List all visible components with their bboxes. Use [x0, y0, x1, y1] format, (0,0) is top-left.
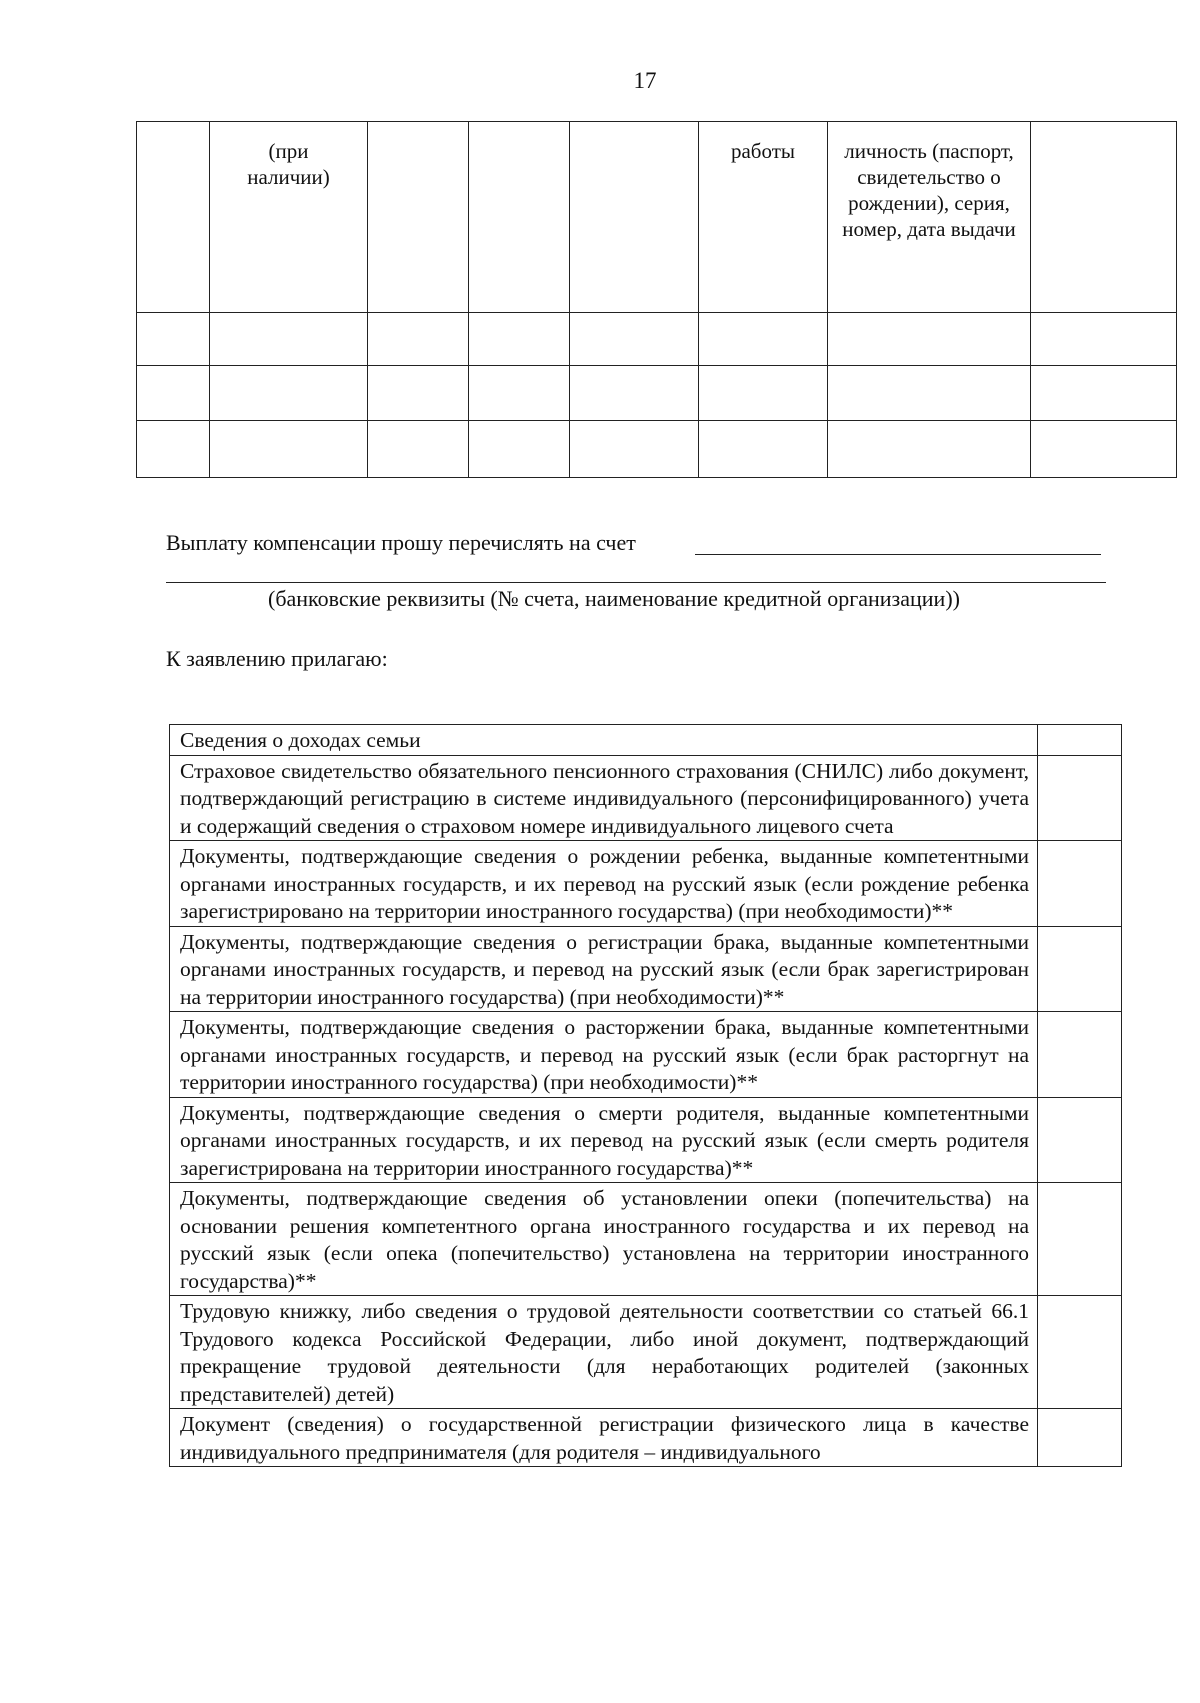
table-cell	[1031, 122, 1177, 313]
attachments-label: К заявлению прилагаю:	[166, 646, 388, 671]
input-cell[interactable]	[828, 313, 1031, 366]
input-cell[interactable]	[469, 366, 570, 421]
input-cell[interactable]	[570, 421, 699, 478]
attachment-description: Документы, подтверждающие сведения о смерти родителя, выданные компетентными органами иностранных государств, и их перевод на русский язык (если смерть родителя зарегистрирована на территории иностранного государства)**	[170, 1097, 1038, 1183]
input-cell[interactable]	[210, 421, 368, 478]
input-cell[interactable]	[368, 366, 469, 421]
table-cell	[368, 122, 469, 313]
attachment-description: Документы, подтверждающие сведения о расторжении брака, выданные компетентными органами иностранных государств, и перевод на русский язык (если брак расторгнут на территории иностранного государства) (при необходимости)**	[170, 1012, 1038, 1098]
header-cell-work: работы	[699, 122, 828, 313]
input-cell[interactable]	[699, 421, 828, 478]
input-cell[interactable]	[137, 366, 210, 421]
table-cell	[570, 122, 699, 313]
attachment-description: Документы, подтверждающие сведения о рождении ребенка, выданные компетентными органами иностранных государств, и их перевод на русский язык (если рождение ребенка зарегистрировано на территории иностранного государства) (при необходимости)**	[170, 841, 1038, 927]
input-cell[interactable]	[210, 313, 368, 366]
page-number: 17	[633, 68, 657, 93]
table-cell	[137, 122, 210, 313]
attachment-description: Документы, подтверждающие сведения о регистрации брака, выданные компетентными органами иностранных государств, и перевод на русский язык (если брак зарегистрирован на территории иностранного государства) (при необходимости)**	[170, 926, 1038, 1012]
header-cell-identity-document: личность (паспорт, свидетельство о рождении), серия, номер, дата выдачи	[828, 122, 1031, 313]
input-cell[interactable]	[469, 421, 570, 478]
attachment-check-cell[interactable]	[1038, 755, 1122, 841]
attachment-description: Трудовую книжку, либо сведения о трудовой деятельности соответствии со статьей 66.1 Трудового кодекса Российской Федерации, либо иной документ, подтверждающий прекращение трудовой деятельности (для неработающих родителей (законных представителей) детей)	[170, 1296, 1038, 1409]
attachment-check-cell[interactable]	[1038, 1296, 1122, 1409]
table-row	[137, 421, 1177, 478]
input-cell[interactable]	[828, 421, 1031, 478]
attachment-check-cell[interactable]	[1038, 926, 1122, 1012]
table-header-row	[137, 122, 1177, 313]
input-cell[interactable]	[368, 421, 469, 478]
input-cell[interactable]	[137, 421, 210, 478]
table-row	[137, 366, 1177, 421]
table-row	[170, 1296, 1122, 1409]
input-cell[interactable]	[828, 366, 1031, 421]
attachments-table	[169, 724, 1122, 1467]
input-cell[interactable]	[469, 313, 570, 366]
family-members-table	[136, 121, 1177, 478]
input-cell[interactable]	[1031, 421, 1177, 478]
table-row	[170, 725, 1122, 756]
input-cell[interactable]	[210, 366, 368, 421]
input-cell[interactable]	[570, 313, 699, 366]
input-cell[interactable]	[699, 366, 828, 421]
table-row	[170, 841, 1122, 927]
attachment-check-cell[interactable]	[1038, 1097, 1122, 1183]
attachment-description: Страховое свидетельство обязательного пенсионного страхования (СНИЛС) либо документ, подтверждающий регистрацию в системе индивидуального (персонифицированного) учета и содержащий сведения о страховом номере индивидуального лицевого счета	[170, 755, 1038, 841]
attachment-check-cell[interactable]	[1038, 1012, 1122, 1098]
input-cell[interactable]	[137, 313, 210, 366]
table-row	[170, 755, 1122, 841]
account-number-field[interactable]	[695, 554, 1101, 555]
payment-label: Выплату компенсации прошу перечислять на счет	[166, 530, 636, 555]
table-cell	[469, 122, 570, 313]
input-cell[interactable]	[1031, 313, 1177, 366]
attachment-check-cell[interactable]	[1038, 841, 1122, 927]
header-cell-patronymic: (при наличии)	[210, 122, 368, 313]
attachment-check-cell[interactable]	[1038, 1183, 1122, 1296]
table-row	[170, 1012, 1122, 1098]
table-row	[170, 1097, 1122, 1183]
bank-details-caption: (банковские реквизиты (№ счета, наименование кредитной организации))	[268, 586, 960, 611]
input-cell[interactable]	[699, 313, 828, 366]
input-cell[interactable]	[570, 366, 699, 421]
table-row	[170, 1409, 1122, 1467]
bank-details-field[interactable]	[166, 582, 1106, 583]
table-row	[137, 313, 1177, 366]
input-cell[interactable]	[1031, 366, 1177, 421]
attachment-description: Сведения о доходах семьи	[170, 725, 1038, 756]
attachment-description: Документы, подтверждающие сведения об установлении опеки (попечительства) на основании решения компетентного органа иностранного государства и их перевод на русский язык (если опека (попечительство) установлена на территории иностранного государства)**	[170, 1183, 1038, 1296]
table-row	[170, 1183, 1122, 1296]
attachment-check-cell[interactable]	[1038, 725, 1122, 756]
input-cell[interactable]	[368, 313, 469, 366]
attachment-check-cell[interactable]	[1038, 1409, 1122, 1467]
table-row	[170, 926, 1122, 1012]
attachment-description: Документ (сведения) о государственной регистрации физического лица в качестве индивидуального предпринимателя (для родителя – индивидуального	[170, 1409, 1038, 1467]
